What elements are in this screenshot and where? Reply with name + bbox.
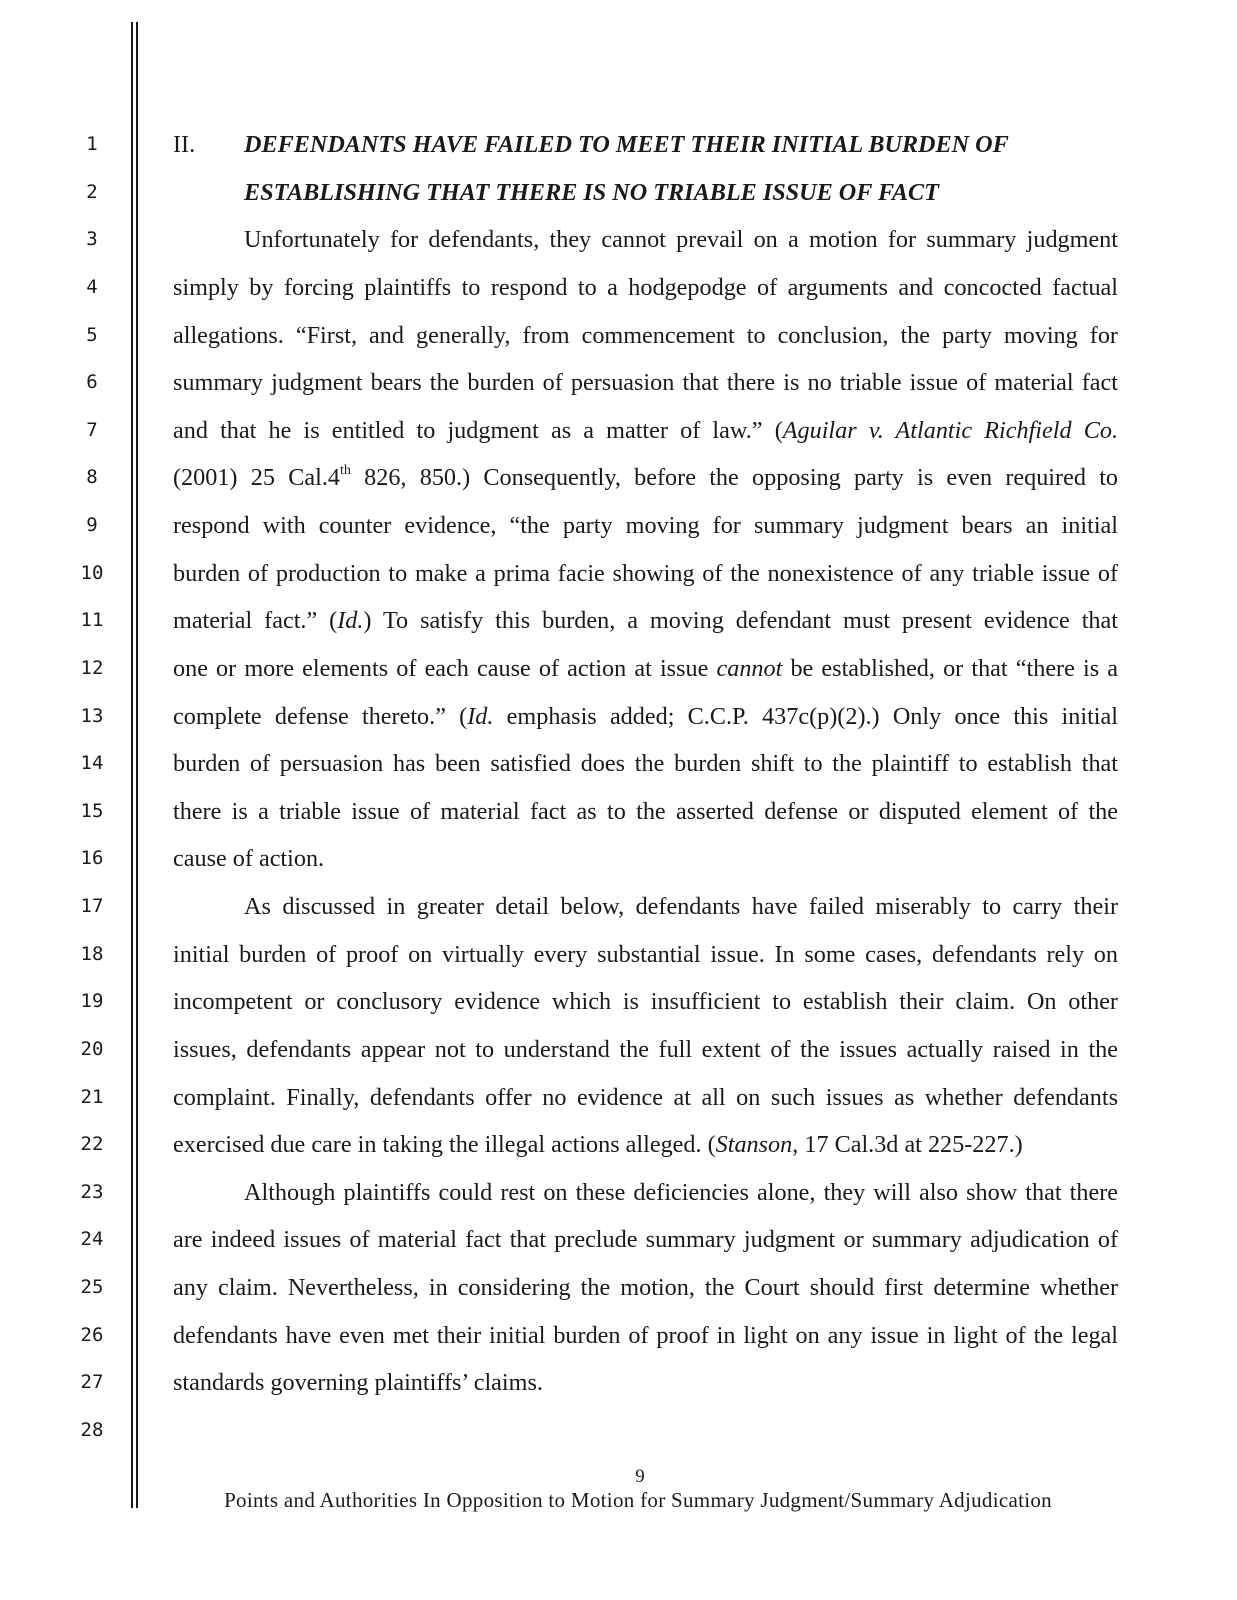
text-segment: complete defense thereto.” ( xyxy=(173,702,468,730)
text-segment: and that he is entitled to judgment as a matter of law.” ( xyxy=(173,416,783,444)
case-citation: Id. xyxy=(467,702,494,730)
text-segment: one or more elements of each cause of action at issue xyxy=(173,654,717,682)
line-number: 20 xyxy=(80,1037,104,1060)
text-line-26: defendants have even met their initial burden of proof in light on any issue in light of the legal xyxy=(173,1321,1118,1349)
text-line-18: initial burden of proof on virtually every substantial issue. In some cases, defendants rely on xyxy=(173,940,1118,968)
line-number: 6 xyxy=(86,371,98,394)
emphasis: cannot xyxy=(716,654,783,682)
line-number: 27 xyxy=(80,1371,104,1394)
text-segment: emphasis added; C.C.P. 437c(p)(2).) Only once this initial xyxy=(493,702,1118,730)
line-number: 14 xyxy=(80,752,104,775)
line-number: 21 xyxy=(80,1085,104,1108)
text-line-5: allegations. “First, and generally, from commencement to conclusion, the party moving for xyxy=(173,321,1118,349)
left-margin-rule-inner xyxy=(136,22,138,1508)
text-line-27: standards governing plaintiffs’ claims. xyxy=(173,1369,543,1397)
line-number: 15 xyxy=(80,799,104,822)
text-line-10: burden of production to make a prima facie showing of the nonexistence of any triable issue of xyxy=(173,559,1118,587)
text-line-20: issues, defendants appear not to understand the full extent of the issues actually raised in the xyxy=(173,1035,1118,1063)
text-line-24: are indeed issues of material fact that preclude summary judgment or summary adjudication of xyxy=(173,1226,1118,1254)
line-number: 1 xyxy=(86,133,98,155)
line-number: 25 xyxy=(80,1276,104,1298)
text-segment: be established, or that “there is a xyxy=(782,654,1118,682)
line-number: 9 xyxy=(86,514,98,536)
text-line-22 xyxy=(173,1121,1118,1169)
text-line-23: Although plaintiffs could rest on these deficiencies alone, they will also show that there xyxy=(244,1178,1118,1206)
text-line-3: Unfortunately for defendants, they cannot prevail on a motion for summary judgment xyxy=(244,226,1118,254)
text-line-9: respond with counter evidence, “the party moving for summary judgment bears an initial xyxy=(173,512,1118,539)
text-line-17: As discussed in greater detail below, defendants have failed miserably to carry their xyxy=(244,893,1118,920)
text-segment: material fact.” ( xyxy=(173,607,338,635)
document-footer-title: Points and Authorities In Opposition to Motion for Summary Judgment/Summary Adjudication xyxy=(224,1488,1052,1512)
text-segment: 826, 850.) Consequently, before the opposing party is even required to xyxy=(350,464,1119,492)
line-number-column xyxy=(60,121,124,1455)
case-citation: Stanson xyxy=(715,1131,793,1159)
line-number: 13 xyxy=(80,704,104,727)
text-line-11 xyxy=(173,597,1118,645)
line-number: 5 xyxy=(86,323,98,346)
text-line-25: any claim. Nevertheless, in considering the motion, the Court should first determine whether xyxy=(173,1274,1118,1301)
section-title-line-2: ESTABLISHING THAT THERE IS NO TRIABLE ISSUE OF FACT xyxy=(244,178,939,206)
line-number: 28 xyxy=(80,1418,104,1441)
line-number: 18 xyxy=(80,942,104,965)
text-line-12 xyxy=(173,645,1118,693)
text-segment: , 17 Cal.3d at 225-227.) xyxy=(792,1131,1023,1159)
line-number: 22 xyxy=(80,1133,104,1156)
superscript: th xyxy=(339,463,351,479)
line-number: 10 xyxy=(80,561,104,584)
line-number: 2 xyxy=(86,180,98,203)
section-number: II. xyxy=(173,131,196,158)
line-number: 3 xyxy=(86,228,98,251)
left-margin-rule xyxy=(131,22,133,1508)
line-number: 19 xyxy=(80,990,104,1013)
text-segment: exercised due care in taking the illegal actions alleged. ( xyxy=(173,1131,716,1159)
text-line-6: summary judgment bears the burden of persuasion that there is no triable issue of material fact xyxy=(173,369,1118,397)
line-number: 7 xyxy=(86,418,98,441)
line-number: 24 xyxy=(80,1228,104,1251)
text-line-19: incompetent or conclusory evidence which is insufficient to establish their claim. On other xyxy=(173,988,1118,1016)
page-number: 9 xyxy=(635,1466,645,1487)
line-number: 11 xyxy=(80,609,104,632)
text-line-14: burden of persuasion has been satisfied does the burden shift to the plaintiff to establish that xyxy=(173,750,1118,778)
line-number: 16 xyxy=(80,847,104,870)
text-line-7 xyxy=(173,407,1118,455)
text-segment: (2001) 25 Cal.4 xyxy=(173,464,340,492)
text-line-21: complaint. Finally, defendants offer no evidence at all on such issues as whether defendants xyxy=(173,1083,1118,1111)
line-number: 17 xyxy=(80,895,104,917)
text-line-13 xyxy=(173,693,1118,741)
text-segment: ) To satisfy this burden, a moving defendant must present evidence that xyxy=(363,607,1118,635)
line-number: 23 xyxy=(80,1180,104,1203)
case-citation: Aguilar v. Atlantic Richfield Co. xyxy=(782,416,1118,444)
text-line-8 xyxy=(173,454,1118,502)
line-number: 8 xyxy=(86,466,98,489)
document-body xyxy=(173,121,1118,1407)
text-line-15: there is a triable issue of material fact as to the asserted defense or disputed element of the xyxy=(173,797,1118,825)
section-title-line-1: DEFENDANTS HAVE FAILED TO MEET THEIR INITIAL BURDEN OF xyxy=(244,131,1009,158)
section-heading xyxy=(173,121,1118,169)
line-number: 12 xyxy=(80,656,104,679)
text-line-16: cause of action. xyxy=(173,845,325,873)
text-line-4: simply by forcing plaintiffs to respond to a hodgepodge of arguments and concocted factual xyxy=(173,273,1118,301)
line-number: 26 xyxy=(80,1323,104,1346)
case-citation: Id. xyxy=(337,607,364,635)
line-number: 4 xyxy=(86,275,98,298)
